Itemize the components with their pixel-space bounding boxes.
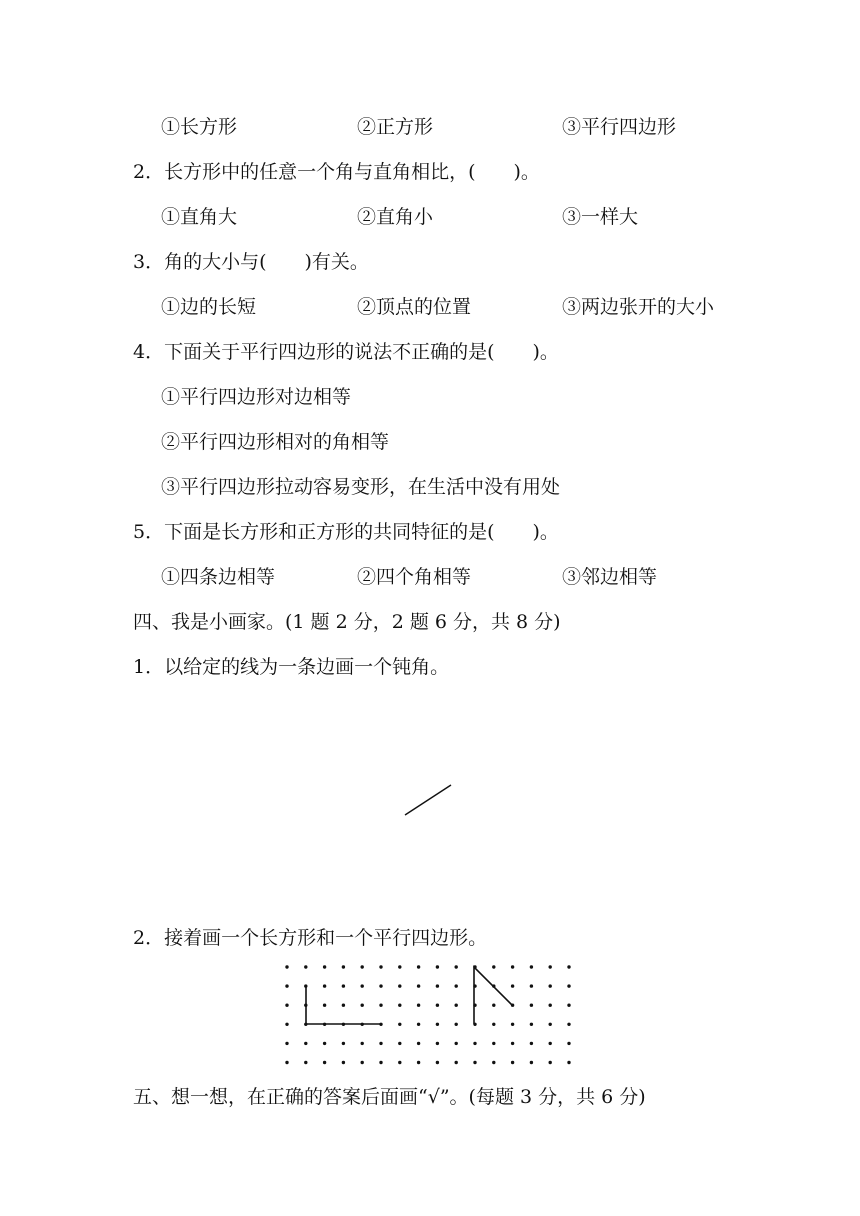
grid-dot [323,1061,326,1064]
grid-dot [455,1004,458,1007]
grid-dot [549,984,552,987]
grid-dot [567,965,570,968]
grid-dot [492,965,495,968]
grid-dot [342,984,345,987]
q1-option-2: ②正方形 [357,116,434,138]
grid-dot [398,965,401,968]
grid-dot [361,1023,364,1026]
grid-dot [398,984,401,987]
grid-dot [511,1004,514,1007]
grid-dot [417,1042,420,1045]
grid-dot [530,1061,533,1064]
grid-dot [304,1061,307,1064]
grid-dot [492,1042,495,1045]
grid-dot [549,1004,552,1007]
grid-dot [304,1023,307,1026]
grid-dot [285,1023,288,1026]
grid-dot [473,965,476,968]
partial-parallelogram-lines [474,967,512,1024]
grid-dot [436,1023,439,1026]
grid-dot [285,984,288,987]
grid-dot [398,1061,401,1064]
grid-dot [379,1061,382,1064]
grid-dot [285,965,288,968]
q5-option-1: ①四条边相等 [161,566,276,588]
grid-dot [398,1023,401,1026]
grid-dot [530,1023,533,1026]
grid-dot [511,1042,514,1045]
grid-dot [436,984,439,987]
grid-dot [473,1042,476,1045]
grid-dot [455,965,458,968]
grid-dot [511,1061,514,1064]
grid-dot [492,1004,495,1007]
grid-dot [567,1042,570,1045]
grid-dot [455,1023,458,1026]
grid-dot [361,1004,364,1007]
grid-dot [436,1042,439,1045]
q2-option-2: ②直角小 [357,206,434,228]
grid-dot [436,965,439,968]
grid-dot [473,1004,476,1007]
section-4-q1: 1．以给定的线为一条边画一个钝角。 [133,656,450,678]
grid-dot [567,1004,570,1007]
grid-dot [473,984,476,987]
grid-dot [417,1061,420,1064]
section-5-heading: 五、想一想，在正确的答案后面画“√”。(每题 3 分，共 6 分) [133,1086,646,1108]
grid-dot [323,1042,326,1045]
grid-dot [323,1023,326,1026]
grid-dot [379,1023,382,1026]
grid-dot [549,1023,552,1026]
grid-dot [530,984,533,987]
q4-option-2: ②平行四边形相对的角相等 [161,431,390,453]
grid-dot [379,1004,382,1007]
grid-dot [567,984,570,987]
grid-dot [511,984,514,987]
grid-dot [567,1023,570,1026]
grid-dot [417,1004,420,1007]
grid-dot [304,965,307,968]
grid-dot [549,1042,552,1045]
grid-dot [304,1004,307,1007]
q4-option-1: ①平行四边形对边相等 [161,386,352,408]
grid-dot [417,984,420,987]
grid-dot [511,965,514,968]
grid-dot [511,1023,514,1026]
q2-option-1: ①直角大 [161,206,238,228]
grid-dot [285,1042,288,1045]
grid-dot [342,1061,345,1064]
grid-dot [342,1023,345,1026]
grid-dot [530,1042,533,1045]
q2-option-3: ③一样大 [562,206,639,228]
grid-dot [361,1061,364,1064]
grid-dot [492,1023,495,1026]
q3-stem: 3．角的大小与( )有关。 [133,251,369,273]
grid-dot [342,1042,345,1045]
grid-dot [398,1004,401,1007]
q4-option-3: ③平行四边形拉动容易变形，在生活中没有用处 [161,476,561,498]
grid-dot [455,1042,458,1045]
grid-dot [549,965,552,968]
q5-stem: 5．下面是长方形和正方形的共同特征的是( )。 [133,521,559,543]
q3-option-3: ③两边张开的大小 [562,296,715,318]
grid-dot [436,1004,439,1007]
grid-dot [285,1004,288,1007]
grid-dot [549,1061,552,1064]
grid-dot [473,1023,476,1026]
grid-dot [361,1042,364,1045]
grid-dot [417,1023,420,1026]
grid-dot [473,1061,476,1064]
grid-dot [379,965,382,968]
section-4-q2: 2．接着画一个长方形和一个平行四边形。 [133,927,488,949]
grid-dot [323,965,326,968]
q2-stem: 2．长方形中的任意一个角与直角相比，( )。 [133,161,540,183]
grid-dot [379,984,382,987]
q4-stem: 4．下面关于平行四边形的说法不正确的是( )。 [133,341,559,363]
q5-option-2: ②四个角相等 [357,566,472,588]
grid-dot [455,984,458,987]
grid-dot [530,965,533,968]
grid-dot [530,1004,533,1007]
grid-dot [455,1061,458,1064]
grid-dot [417,965,420,968]
grid-dot [304,1042,307,1045]
q3-option-2: ②顶点的位置 [357,296,472,318]
grid-dot [342,965,345,968]
grid-dot [492,984,495,987]
q1-option-3: ③平行四边形 [562,116,677,138]
grid-dot [361,984,364,987]
section-4-heading: 四、我是小画家。(1 题 2 分，2 题 6 分，共 8 分) [133,611,561,633]
grid-dot [323,1004,326,1007]
q3-option-1: ①边的长短 [161,296,257,318]
grid-dot [436,1061,439,1064]
grid-dot [304,984,307,987]
grid-dot [285,1061,288,1064]
q1-option-1: ①长方形 [161,116,238,138]
grid-dot [361,965,364,968]
q5-option-3: ③邻边相等 [562,566,658,588]
grid-dot [323,984,326,987]
grid-dot [398,1042,401,1045]
grid-dot [492,1061,495,1064]
grid-dot [342,1004,345,1007]
grid-dot [379,1042,382,1045]
grid-dot [567,1061,570,1064]
